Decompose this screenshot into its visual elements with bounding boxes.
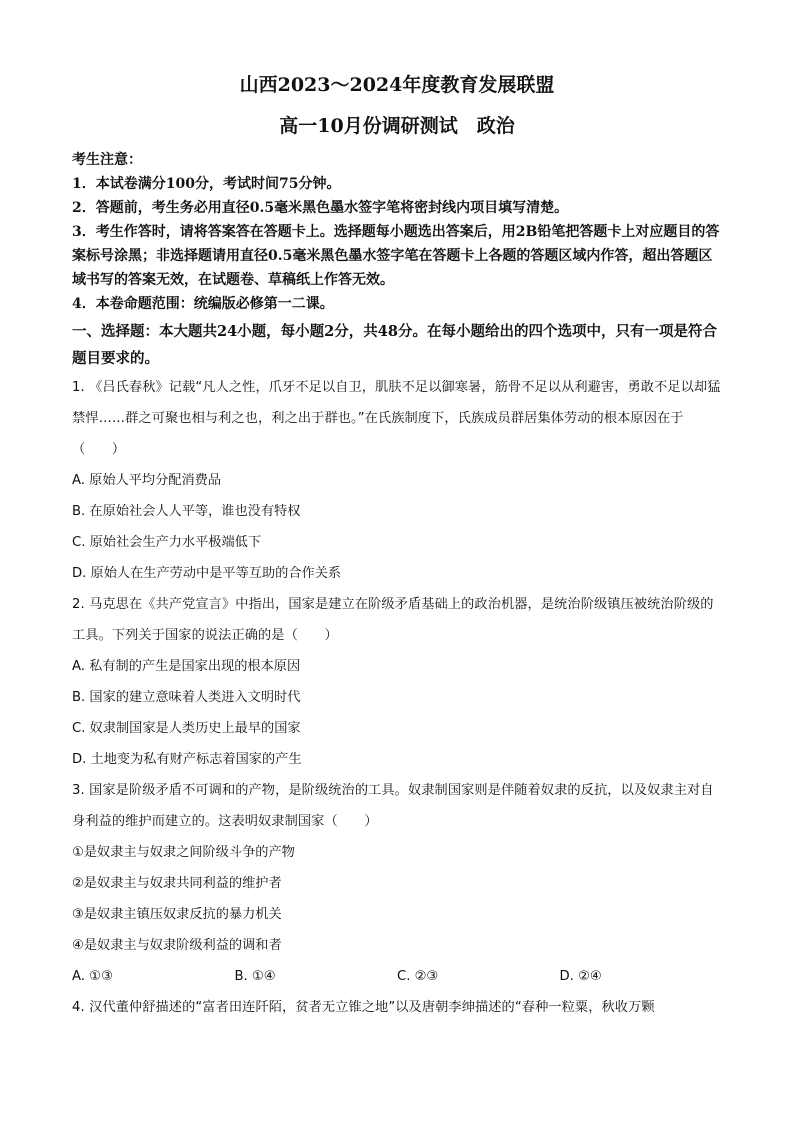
question-stem: 4. 汉代董仲舒描述的“富者田连阡陌，贫者无立锥之地”以及唐朝李绅描述的“春种一粒粟，秋收万颗 bbox=[72, 1000, 655, 1015]
option-d: D. 原始人在生产劳动中是平等互助的合作关系 bbox=[72, 566, 342, 581]
statement-item: ②是奴隶主与奴隶共同利益的维护者 bbox=[72, 876, 282, 891]
statement-item: ①是奴隶主与奴隶之间阶级斗争的产物 bbox=[72, 845, 295, 860]
option-a: A. 原始人平均分配消费品 bbox=[72, 473, 222, 488]
question-stem: 1. 《吕氏春秋》记载“凡人之性，爪牙不足以自卫，肌肤不足以御寒暑，筋骨不足以从利避害，勇敢不足以却猛禁悍……群之可聚也相与利之也，利之出于群也。”在氏族制度下，氏族成员群居集体劳动的根本原因在于（ ） bbox=[72, 380, 721, 457]
option-d: D. 土地变为私有财产标志着国家的产生 bbox=[72, 752, 302, 767]
option-a: A. 私有制的产生是国家出现的根本原因 bbox=[72, 659, 301, 674]
notice-item: 3．考生作答时，请将答案答在答题卡上。选择题每小题选出答案后，用2B铅笔把答题卡上对应题目的答案标号涂黑；非选择题请用直径0.5毫米黑色墨水签字笔在答题卡上各题的答题区域内作答，超出答题区域书写的答案无效，在试题卷、草稿纸上作答无效。 bbox=[72, 224, 720, 288]
question-stem: 2. 马克思在《共产党宣言》中指出，国家是建立在阶级矛盾基础上的政治机器，是统治阶级镇压被统治阶级的工具。下列关于国家的说法正确的是（ ） bbox=[72, 597, 714, 643]
notice-item: 4．本卷命题范围：统编版必修第一二课。 bbox=[72, 296, 334, 312]
notice-heading: 考生注意： bbox=[72, 152, 142, 168]
statement-item: ④是奴隶主与奴隶阶级利益的调和者 bbox=[72, 938, 282, 953]
options-row bbox=[72, 961, 722, 992]
option-b: B. ①④ bbox=[234, 969, 276, 984]
statement-item: ③是奴隶主镇压奴隶反抗的暴力机关 bbox=[72, 907, 282, 922]
option-b: B. 在原始社会人人平等，谁也没有特权 bbox=[72, 504, 301, 519]
exam-page bbox=[72, 70, 722, 1023]
exam-title: 山西2023～2024年度教育发展联盟 bbox=[239, 74, 555, 96]
question-stem: 3. 国家是阶级矛盾不可调和的产物，是阶级统治的工具。奴隶制国家则是伴随着奴隶的反抗，以及奴隶主对自身利益的维护而建立的。这表明奴隶制国家（ ） bbox=[72, 783, 714, 829]
option-c: C. 原始社会生产力水平极端低下 bbox=[72, 535, 262, 550]
exam-subtitle: 高一10月份调研测试 政治 bbox=[279, 115, 515, 137]
notice-item: 2．答题前，考生务必用直径0.5毫米黑色墨水签字笔将密封线内项目填写清楚。 bbox=[72, 200, 569, 216]
option-b: B. 国家的建立意味着人类进入文明时代 bbox=[72, 690, 301, 705]
option-a: A. ①③ bbox=[72, 969, 113, 984]
section-heading: 一、选择题：本大题共24小题，每小题2分，共48分。在每小题给出的四个选项中，只有一项是符合题目要求的。 bbox=[72, 323, 717, 367]
option-d: D. ②④ bbox=[559, 969, 602, 984]
option-c: C. ②③ bbox=[397, 969, 439, 984]
notice-item: 1．本试卷满分100分，考试时间75分钟。 bbox=[72, 176, 341, 192]
option-c: C. 奴隶制国家是人类历史上最早的国家 bbox=[72, 721, 301, 736]
